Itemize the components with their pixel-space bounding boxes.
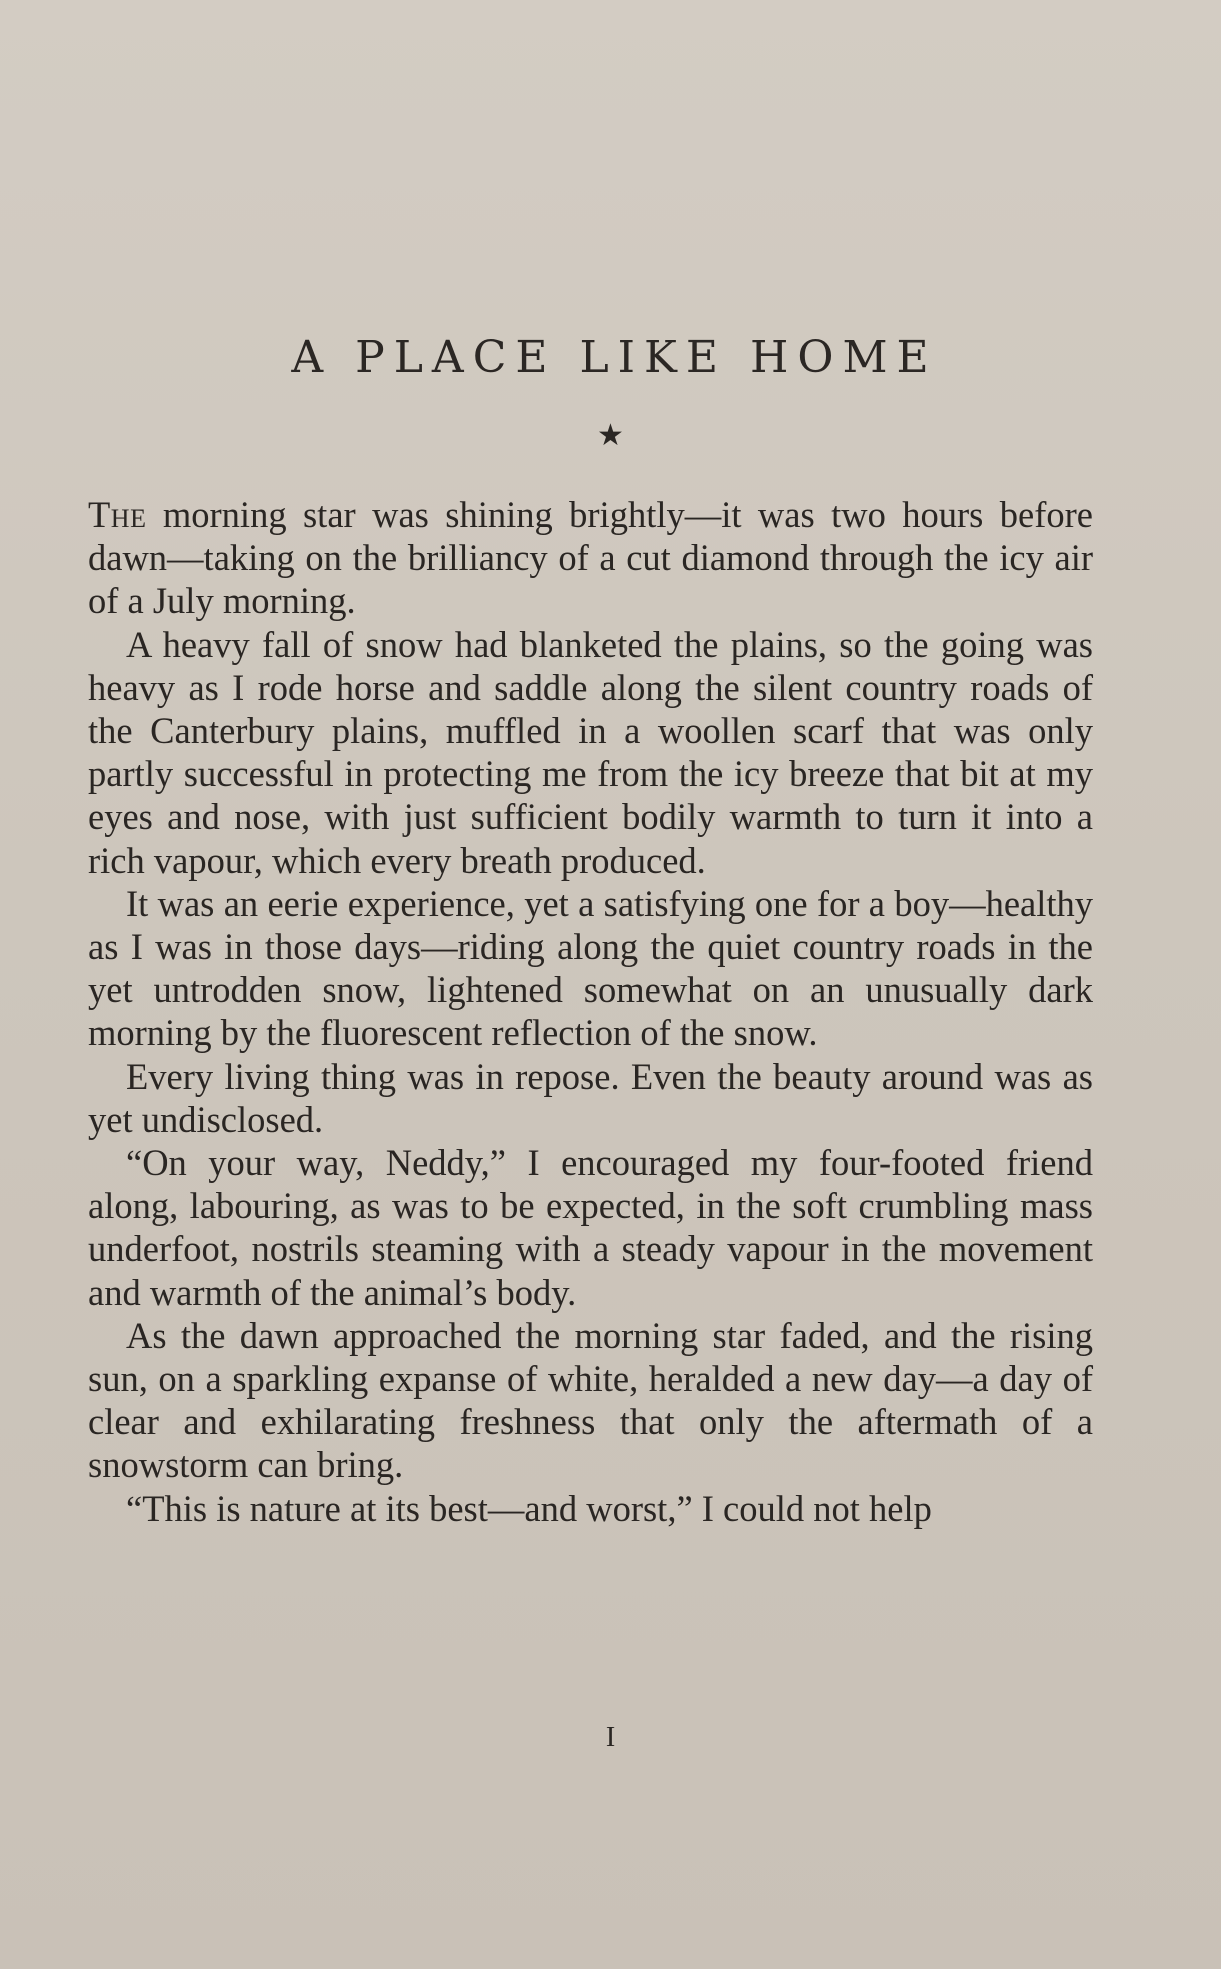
paragraph-2: A heavy fall of snow had blanketed the plains, so the going was heavy as I rode horse and saddle along the silent country roads of the Canterbury plains, muffled in a woollen scarf that was only partly successful in protecting me from the icy breeze that bit at my eyes and nose, with just sufficient bodily warmth to turn it into a rich vapour, which every breath produced. bbox=[88, 623, 1093, 881]
paragraph-text: morning star was shining brightly—it was two hours before dawn—taking on the brilliancy of a cut diamond through the icy air of a July morning. bbox=[88, 494, 1093, 622]
paragraph-1 bbox=[88, 493, 1093, 623]
paragraph-5: “On your way, Neddy,” I encouraged my four-footed friend along, labouring, as was to be expected, in the soft crumbling mass underfoot, nostrils steaming with a steady vapour in the movement and warmth of the animal’s body. bbox=[88, 1142, 1093, 1313]
paragraph-6: As the dawn approached the morning star faded, and the rising sun, on a sparkling expanse of white, heralded a new day—a day of clear and exhilarating freshness that only the aftermath of a snowstorm can bring. bbox=[88, 1314, 1093, 1486]
chapter-title: A PLACE LIKE HOME bbox=[291, 332, 938, 383]
drop-lead-word: The bbox=[88, 494, 147, 535]
star-ornament-icon: ★ bbox=[597, 418, 624, 453]
body-text bbox=[88, 493, 1093, 1530]
paragraph-3: It was an eerie experience, yet a satisfying one for a boy—healthy as I was in those days—riding along the quiet country roads in the yet untrodden snow, lightened somewhat on an unusually dark morning by the fluorescent reflection of the snow. bbox=[88, 882, 1093, 1054]
paragraph-4: Every living thing was in repose. Even the beauty around was as yet undisclosed. bbox=[88, 1055, 1093, 1140]
page-number: I bbox=[605, 1722, 616, 1753]
paragraph-7: “This is nature at its best—and worst,” I could not help bbox=[126, 1487, 932, 1529]
